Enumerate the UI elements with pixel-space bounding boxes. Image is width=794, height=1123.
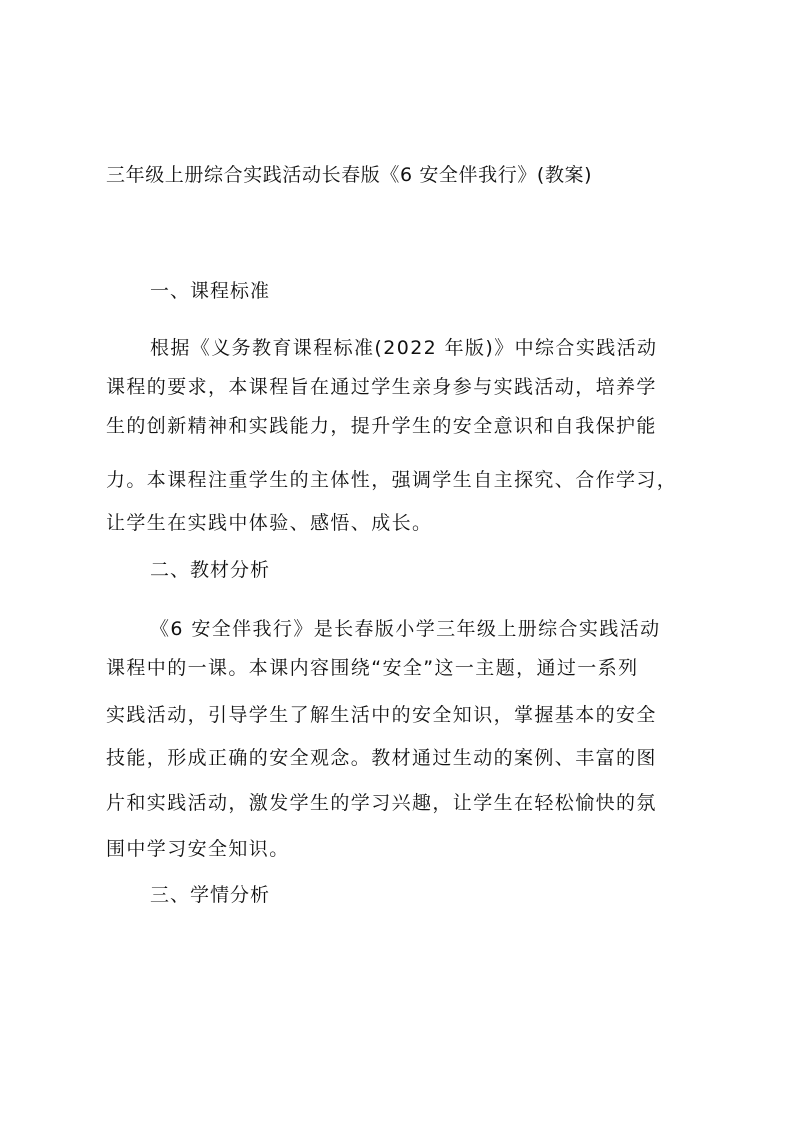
section-heading-curriculum-standard: 一、课程标准	[150, 280, 271, 302]
paragraph-line: 课程的要求，本课程旨在通过学生亲身参与实践活动，培养学	[106, 376, 657, 398]
paragraph-line: 实践活动，引导学生了解生活中的安全知识，掌握基本的安全	[106, 704, 657, 726]
paragraph-line: 让学生在实践中体验、感悟、成长。	[106, 512, 433, 534]
paragraph-line: 课程中的一课。本课内容围绕“安全”这一主题，通过一系列	[106, 657, 639, 679]
section-heading-textbook-analysis: 二、教材分析	[150, 559, 271, 581]
paragraph-line: 生的创新精神和实践能力，提升学生的安全意识和自我保护能	[106, 415, 657, 437]
paragraph-line: 围中学习安全知识。	[106, 838, 290, 860]
paragraph-line: 《6 安全伴我行》是长春版小学三年级上册综合实践活动	[150, 618, 661, 640]
document-title: 三年级上册综合实践活动长春版《6 安全伴我行》(教案)	[106, 164, 593, 186]
paragraph-line: 根据《义务教育课程标准(2022 年版)》中综合实践活动	[150, 337, 658, 359]
section-heading-learner-analysis: 三、学情分析	[150, 884, 271, 906]
paragraph-line: 技能，形成正确的安全观念。教材通过生动的案例、丰富的图	[106, 747, 657, 769]
paragraph-line: 力。本课程注重学生的主体性，强调学生自主探究、合作学习，	[106, 469, 678, 491]
paragraph-line: 片和实践活动，激发学生的学习兴趣，让学生在轻松愉快的氛	[106, 792, 657, 814]
